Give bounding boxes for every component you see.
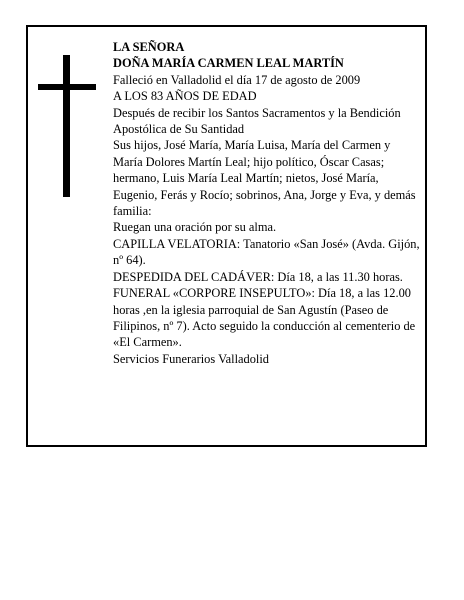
- cross-icon: [38, 55, 96, 197]
- deceased-name: DOÑA MARÍA CARMEN LEAL MARTÍN: [113, 56, 344, 71]
- obituary-text: [113, 39, 421, 367]
- funeral-services: Servicios Funerarios Valladolid: [113, 351, 270, 366]
- chapel-info: CAPILLA VELATORIA: Tanatorio «San José» (Avda. Gijón, nº 64).: [113, 236, 420, 268]
- sacraments-statement: Después de recibir los Santos Sacramentos y la Bendición Apostólica de Su Santidad: [113, 105, 401, 137]
- age-statement: A LOS 83 AÑOS DE EDAD: [113, 89, 257, 104]
- funeral-info: FUNERAL «CORPORE INSEPULTO»: Día 18, a las 12.00 horas ,en la iglesia parroquial de San Agustín (Paseo de Filipinos, nº 7). Acto seguido la conducción al cementerio de «El Carmen».: [113, 286, 416, 350]
- cross-horizontal-bar: [38, 84, 96, 90]
- farewell-info: DESPEDIDA DEL CADÁVER: Día 18, a las 11.30 horas.: [113, 269, 403, 284]
- cross-vertical-bar: [63, 55, 70, 197]
- notice-heading: LA SEÑORA: [113, 40, 185, 54]
- prayer-request: Ruegan una oración por su alma.: [113, 220, 277, 235]
- death-statement: Falleció en Valladolid el día 17 de agosto de 2009: [113, 72, 361, 87]
- family-list: Sus hijos, José María, María Luisa, María del Carmen y María Dolores Martín Leal; hijo político, Óscar Casas; hermano, Luis María Leal Martín; nietos, José María, Eugenio, Ferás y Rocío; sobrinos, Ana, Jorge y Eva, y demás familia:: [113, 138, 416, 219]
